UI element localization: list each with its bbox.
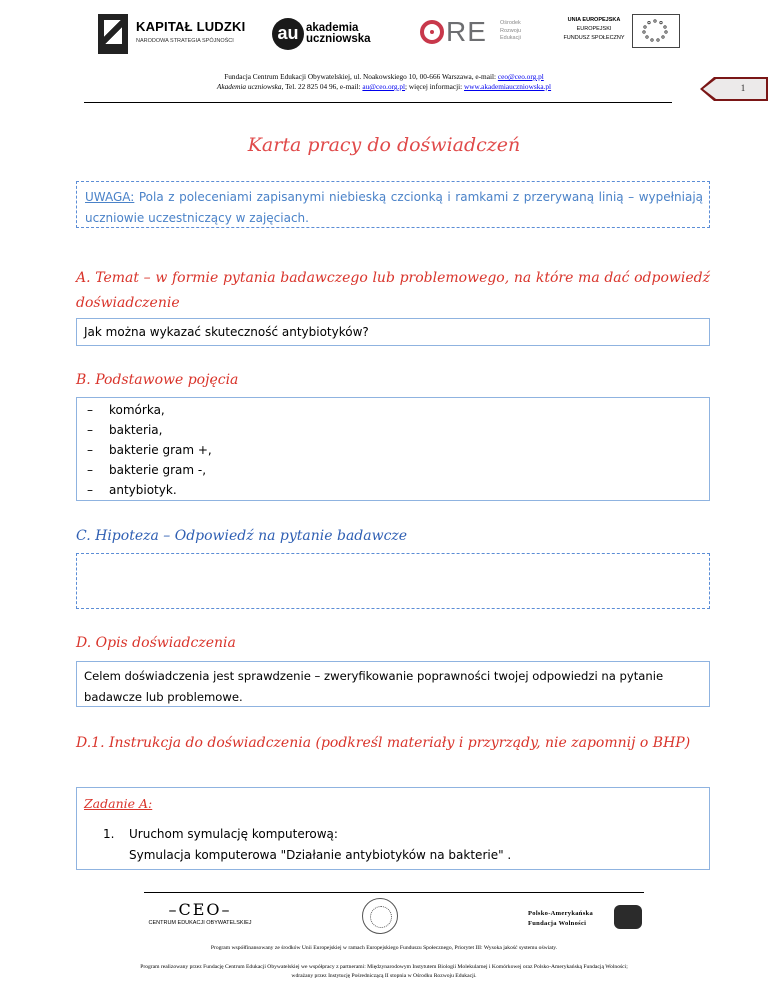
ore-name: RE [446,16,487,47]
pafw-line1: Polsko-Amerykańska [528,910,593,917]
institute-seal-icon [362,898,398,934]
pafw-logo [528,905,638,933]
section-a-box [76,318,710,346]
akademia-mark: au [272,18,304,50]
akademia-line2: uczniowska [306,33,371,45]
ore-o-icon [420,20,444,44]
section-d-box [76,661,710,707]
section-b-heading: B. Podstawowe pojęcia [76,372,239,388]
ue-line3: FUNDUSZ SPOŁECZNY [563,35,625,41]
hypothesis-answer-field[interactable] [76,553,710,609]
section-d1-heading: D.1. Instrukcja do doświadczenia (podkreśl materiały i przyrządy, nie zapomnij o BHP) [76,735,691,751]
ceo-logo: –CEO– CENTRUM EDUKACJI OBYWATELSKIEJ [140,900,260,932]
ore-sub1: Ośrodek [500,20,521,26]
ceo-name: CENTRUM EDUKACJI OBYWATELSKIEJ [148,920,252,926]
task-a-label: Zadanie A: [84,796,153,811]
page-number: 1 [740,83,746,93]
kapital-ludzki-title: KAPITAŁ LUDZKI [136,19,246,34]
section-a-heading: A. Temat – w formie pytania badawczego lub problemowego, na które ma dać odpowiedź doświadczenie [76,270,710,311]
section-c-heading: C. Hipoteza – Odpowiedź na pytanie badawcze [76,528,408,544]
ceo-mark: CEO [178,900,222,919]
section-d-heading: D. Opis doświadczenia [76,635,236,651]
footer-cofinancing-note: Program współfinansowany ze środków Unii Europejskiej w ramach Europejskiego Funduszu Społecznego, Priorytet III: Wysoka jakość systemu oświaty. [210,945,558,951]
footer-program-note: Program realizowany przez Fundację Centrum Edukacji Obywatelskiej we współpracy z partnerami: Międzynarodowym Instytutem Biologii Molekularnej i Komórkowej oraz Polsko-Amerykańską Fundacją Wolności; wdrażany przez Instytucję Pośredniczącą II stopnia w Ośrodku Rozwoju Edukacji. [140,964,628,979]
pafw-emblem-icon [614,905,642,929]
footer-divider [144,892,644,893]
note-box [76,181,710,228]
header-divider [84,102,672,103]
ore-sub3: Edukacji [500,35,521,41]
website-link[interactable]: www.akademiauczniowska.pl [464,82,552,91]
ore-sub2: Rozwoju [500,27,522,34]
task-a-box: Zadanie A: 1. Uruchom symulację komputerową: Symulacja komputerowa "Działanie antybiotyków na bakterie" . [76,787,710,870]
kapital-ludzki-subtitle: NARODOWA STRATEGIA SPÓJNOŚCI [136,38,234,44]
note-label: UWAGA: [85,190,135,204]
note-text: Pola z poleceniami zapisanymi niebieską czcionką i ramkami z przerywaną linią – wypełniają uczniowie uczestniczący w zajęciach. [85,190,703,225]
akademia-line1: akademia [306,22,359,34]
ore-logo [420,14,530,54]
eu-logo [560,14,680,56]
akademia-uczniowska-logo [272,14,382,54]
ue-line2: EUROPEJSKI [576,26,612,32]
ceo-email-link[interactable]: ceo@ceo.org.pl [497,72,544,81]
eu-flag-icon [632,14,680,48]
kapital-ludzki-logo [98,14,248,54]
header-address-line: Fundacja Centrum Edukacji Obywatelskiej, ul. Noakowskiego 10, 00-666 Warszawa, e-mail: ceo@ceo.org.pl [224,72,544,81]
research-question: Jak można wykazać skuteczność antybiotyków? [84,325,369,339]
section-b-box: – komórka, – bakteria, – bakterie gram +, – bakterie gram -, – antybiotyk. [76,397,710,501]
page-title: Karta pracy do doświadczeń [247,134,521,156]
au-email-link[interactable]: au@ceo.org.pl [362,82,406,91]
experiment-description: Celem doświadczenia jest sprawdzenie – zweryfikowanie poprawności twojej odpowiedzi na pytanie badawcze lub problemowe. [84,669,664,704]
kapital-ludzki-emblem-icon [98,14,128,54]
ue-line1: UNIA EUROPEJSKA [567,17,621,23]
header-contact-line: Akademia uczniowska, Tel. 22 825 04 96, e-mail: au@ceo.org.pl; więcej informacji: www.akademiauczniowska.pl [216,82,552,91]
page-number-tab [700,75,768,103]
pafw-line2: Fundacja Wolności [528,920,587,927]
